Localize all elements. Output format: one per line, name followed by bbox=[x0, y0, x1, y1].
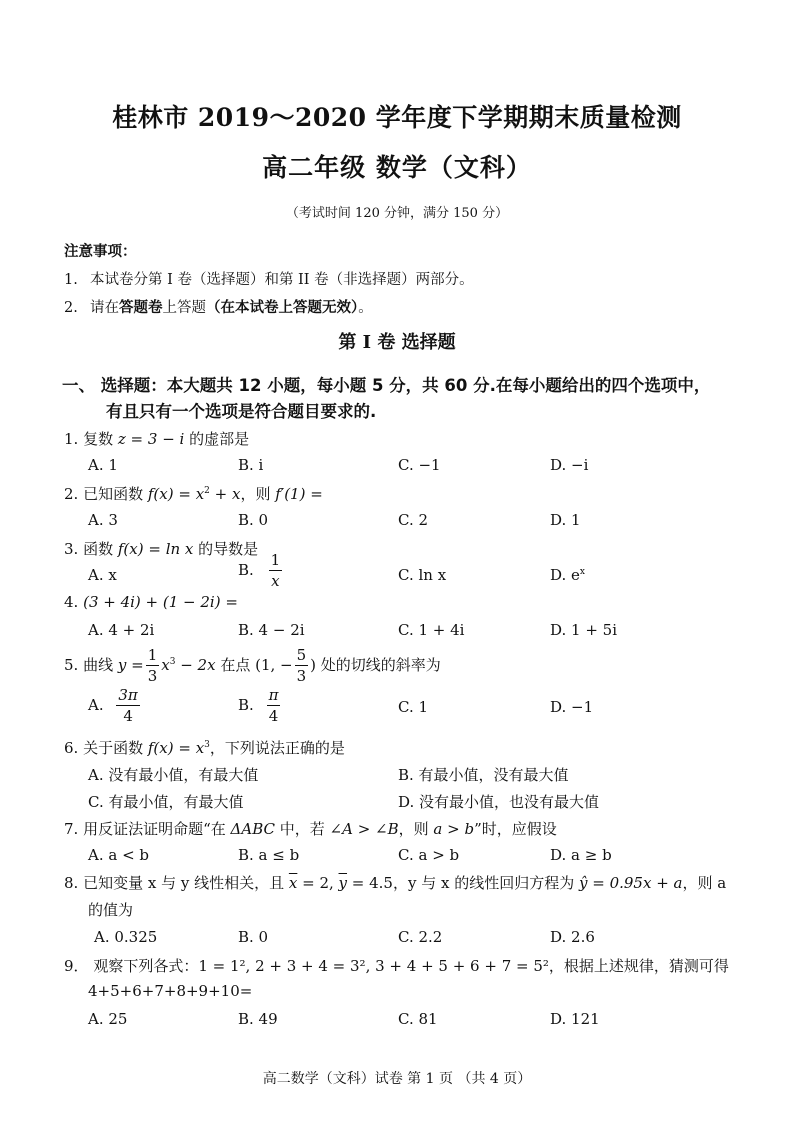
math-exponent: 3 bbox=[169, 657, 176, 667]
option-d: D. a ≥ b bbox=[550, 846, 612, 864]
option-label: D. e bbox=[550, 566, 580, 584]
exam-info: （考试时间 120 分钟，满分 150 分） bbox=[285, 206, 509, 221]
option-a: A. 0.325 bbox=[94, 928, 158, 946]
option-label: A. bbox=[88, 696, 104, 714]
question-text: 中，若 bbox=[274, 820, 330, 838]
option-c: C. 1 + 4i bbox=[398, 621, 465, 639]
question-9 bbox=[64, 955, 729, 976]
math-expression: + x bbox=[209, 485, 241, 503]
question-text: 用反证法证明命题“在 bbox=[83, 820, 231, 838]
note-number: 1. bbox=[64, 272, 78, 288]
option-a: A. x bbox=[88, 566, 117, 584]
question-text: 观察下列各式：1 = 1², 2 + 3 + 4 = 3², 3 + 4 + 5 + 6 + 7 = 5²，根据上述规律，猜测可得 bbox=[93, 957, 729, 975]
option-b: B. 49 bbox=[238, 1010, 278, 1028]
option-d: D. 2.6 bbox=[550, 928, 595, 946]
question-text: ，下列说法正确的是 bbox=[209, 739, 345, 757]
part-instruction: 有且只有一个选项是符合题目要求的. bbox=[106, 402, 377, 421]
note-item bbox=[64, 268, 474, 289]
math-expression: (3 + 4i) + (1 − 2i) = bbox=[83, 593, 238, 611]
fraction-numerator: π bbox=[268, 686, 279, 704]
fraction bbox=[295, 648, 309, 684]
question-4 bbox=[64, 593, 238, 611]
option-c: C. ln x bbox=[398, 566, 447, 584]
math-expression: y = bbox=[117, 656, 144, 674]
question-text: 的导数是 bbox=[193, 540, 259, 558]
option-b: B. a ≤ b bbox=[238, 846, 300, 864]
page-footer: 高二数学（文科）试卷 第 1 页 （共 4 页） bbox=[262, 1071, 532, 1087]
math-expression: x bbox=[161, 656, 170, 674]
option-b: B. 有最小值，没有最大值 bbox=[398, 766, 569, 784]
question-7 bbox=[64, 818, 557, 839]
question-number: 4. bbox=[64, 593, 79, 611]
note-number: 2. bbox=[64, 300, 78, 316]
option-c: C. 1 bbox=[398, 698, 429, 716]
question-number: 5. bbox=[64, 656, 79, 674]
option-a: A. 25 bbox=[88, 1010, 128, 1028]
math-expression: (1, − bbox=[255, 656, 293, 674]
math-expression: f′(1) = bbox=[275, 485, 323, 503]
note-text: 本试卷分第 I 卷（选择题）和第 II 卷（非选择题）两部分。 bbox=[90, 272, 474, 288]
question-5 bbox=[64, 648, 441, 684]
part-instruction: 一、 选择题：本大题共 12 小题，每小题 5 分，共 60 分.在每小题给出的四个选项中， bbox=[62, 376, 711, 395]
option-b bbox=[238, 688, 282, 724]
option-a bbox=[88, 688, 142, 724]
question-number: 1. bbox=[64, 430, 79, 448]
option-a: A. a < b bbox=[88, 846, 150, 864]
note-emphasis: （在本试卷上答题无效） bbox=[206, 300, 359, 316]
fraction-denominator: x bbox=[271, 572, 280, 590]
math-expression: ΔABC bbox=[230, 820, 275, 838]
question-8 bbox=[64, 872, 726, 893]
math-expression: a > b bbox=[433, 820, 475, 838]
option-b: B. 0 bbox=[238, 928, 269, 946]
fraction-numerator: 1 bbox=[147, 646, 158, 664]
option-label: B. bbox=[238, 696, 254, 714]
section-title: 第 I 卷 选择题 bbox=[338, 332, 456, 353]
question-text: ，则 bbox=[240, 485, 276, 503]
question-number: 2. bbox=[64, 485, 79, 503]
math-expression: ) bbox=[310, 656, 316, 674]
option-d: D. 1 + 5i bbox=[550, 621, 618, 639]
question-text: ，则 bbox=[398, 820, 434, 838]
notes-heading: 注意事项： bbox=[64, 244, 137, 260]
question-text: ”时，应假设 bbox=[474, 820, 557, 838]
question-text: 已知变量 x 与 y 线性相关，且 bbox=[83, 874, 289, 892]
note-text: 上答题 bbox=[162, 300, 206, 316]
math-expression: ∠A > ∠B bbox=[329, 820, 399, 838]
question-text: 复数 bbox=[83, 430, 118, 448]
fraction-denominator: 4 bbox=[268, 707, 279, 725]
option-c: C. 81 bbox=[398, 1010, 438, 1028]
math-expression: = 4.5 bbox=[347, 874, 393, 892]
question-2 bbox=[64, 483, 323, 504]
fraction-denominator: 3 bbox=[296, 667, 307, 685]
fraction-numerator: 3π bbox=[118, 686, 138, 704]
option-d: D. −i bbox=[550, 456, 589, 474]
math-expression: ŷ = 0.95x + a bbox=[579, 874, 683, 892]
question-text: 函数 bbox=[83, 540, 118, 558]
option-c: C. 有最小值，有最大值 bbox=[88, 793, 244, 811]
question-text: 关于函数 bbox=[83, 739, 148, 757]
option-c: C. a > b bbox=[398, 846, 460, 864]
option-d bbox=[550, 566, 585, 584]
question-number: 6. bbox=[64, 739, 79, 757]
option-b: B. 0 bbox=[238, 511, 269, 529]
question-text: 已知函数 bbox=[83, 485, 148, 503]
question-number: 8. bbox=[64, 874, 79, 892]
option-d: D. −1 bbox=[550, 698, 594, 716]
question-6 bbox=[64, 737, 345, 758]
fraction bbox=[146, 648, 160, 684]
math-expression: − 2x bbox=[175, 656, 216, 674]
option-a: A. 1 bbox=[88, 456, 118, 474]
math-expression: f(x) = x bbox=[147, 485, 205, 503]
option-label: B. bbox=[238, 561, 254, 579]
question-text: 处的切线的斜率为 bbox=[316, 656, 441, 674]
math-expression: f(x) = x bbox=[147, 739, 205, 757]
question-text: 曲线 bbox=[83, 656, 118, 674]
fraction bbox=[267, 688, 281, 724]
note-item bbox=[64, 296, 373, 317]
math-exponent: 2 bbox=[204, 486, 210, 496]
exam-subtitle: 高二年级 数学（文科） bbox=[262, 153, 532, 182]
option-c: C. −1 bbox=[398, 456, 441, 474]
question-number: 9． bbox=[64, 957, 89, 975]
question-9-continued: 4+5+6+7+8+9+10= bbox=[88, 982, 253, 1000]
option-a: A. 没有最小值，有最大值 bbox=[88, 766, 259, 784]
question-number: 3. bbox=[64, 540, 79, 558]
option-b: B. i bbox=[238, 456, 264, 474]
fraction-denominator: 4 bbox=[123, 707, 133, 725]
fraction-numerator: 5 bbox=[296, 646, 307, 664]
exam-title: 桂林市 2019～2020 学年度下学期期末质量检测 bbox=[112, 103, 682, 132]
question-text: ，y 与 x 的线性回归方程为 bbox=[392, 874, 579, 892]
fraction bbox=[269, 553, 283, 589]
question-8-continued: 的值为 bbox=[88, 901, 134, 919]
note-text: 请在 bbox=[90, 300, 119, 316]
question-3 bbox=[64, 538, 258, 559]
note-emphasis: 答题卷 bbox=[119, 300, 163, 316]
math-expression: f(x) = ln x bbox=[117, 540, 194, 558]
option-a: A. 4 + 2i bbox=[88, 621, 155, 639]
math-expression: z = 3 − i bbox=[117, 430, 185, 448]
option-d: D. 没有最小值，也没有最大值 bbox=[398, 793, 600, 811]
option-b bbox=[238, 553, 284, 589]
question-1 bbox=[64, 428, 249, 449]
fraction-numerator: 1 bbox=[270, 551, 281, 569]
question-text: ，则 a bbox=[682, 874, 727, 892]
math-expression: = 2, bbox=[297, 874, 339, 892]
question-number: 7. bbox=[64, 820, 79, 838]
math-exponent: 3 bbox=[204, 740, 210, 750]
fraction-denominator: 3 bbox=[147, 667, 158, 685]
note-text: 。 bbox=[358, 300, 373, 316]
question-text: 的虚部是 bbox=[184, 430, 250, 448]
option-a: A. 3 bbox=[88, 511, 118, 529]
option-d: D. 121 bbox=[550, 1010, 600, 1028]
question-text: 在点 bbox=[215, 656, 256, 674]
fraction bbox=[116, 688, 139, 724]
option-d: D. 1 bbox=[550, 511, 581, 529]
option-c: C. 2 bbox=[398, 511, 429, 529]
option-b: B. 4 − 2i bbox=[238, 621, 305, 639]
math-mean-x: $\overline{x}$ bbox=[288, 874, 298, 892]
math-exponent: x bbox=[579, 567, 585, 577]
option-c: C. 2.2 bbox=[398, 928, 443, 946]
math-mean-y: $\overline{y}$ bbox=[338, 874, 348, 892]
